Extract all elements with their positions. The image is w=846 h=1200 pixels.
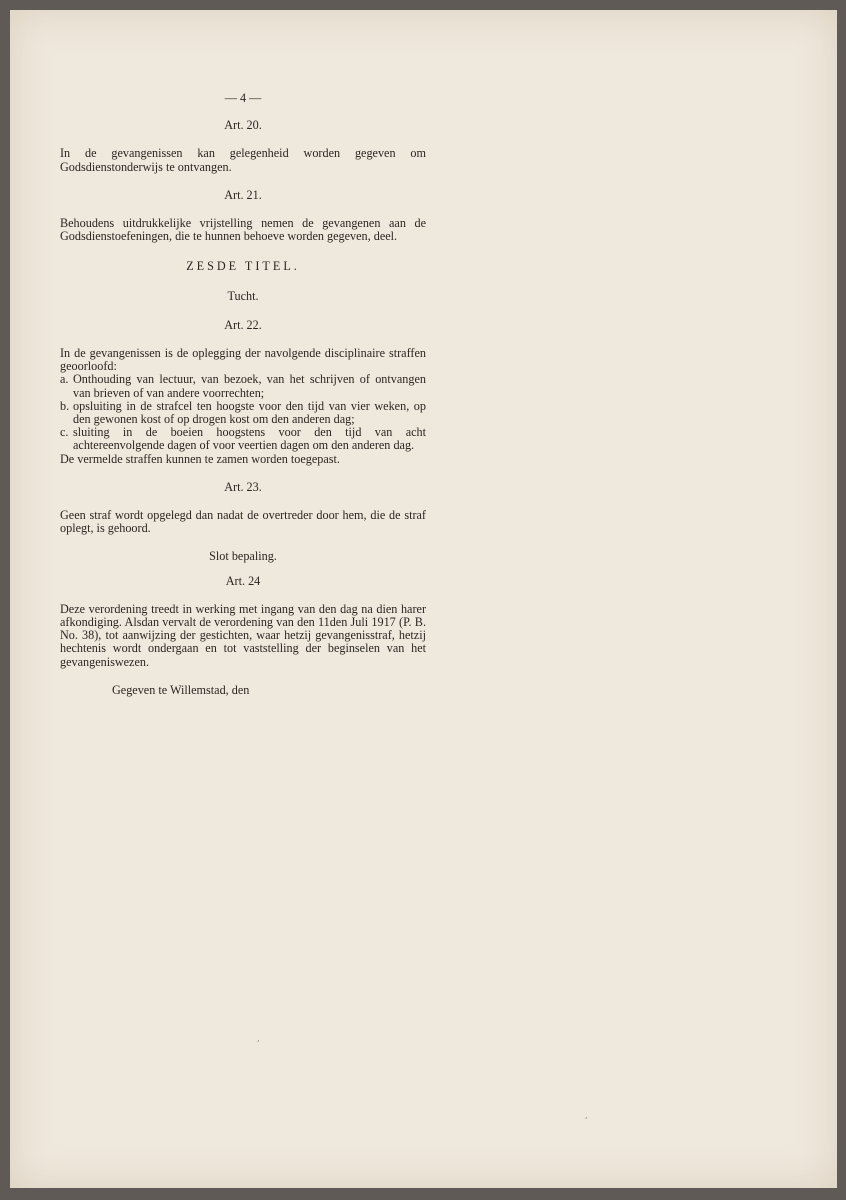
article-21-heading: Art. 21. bbox=[224, 187, 262, 202]
list-item-text: sluiting in de boeien hoogstens voor den tijd van acht achtereenvolgende dagen of voor veertien dagen om den anderen dag. bbox=[73, 425, 426, 453]
list-item bbox=[60, 373, 426, 399]
list-item-text: Onthouding van lectuur, van bezoek, van het schrijven of ontvangen van brieven of van andere voorrechten; bbox=[73, 372, 426, 400]
list-item-label: a. bbox=[60, 372, 69, 387]
list-item-text: opsluiting in de strafcel ten hoogste voor den tijd van vier weken, op den gewonen kost of op drogen kost om den anderen dag; bbox=[73, 398, 426, 427]
slot-heading: Slot bepaling. bbox=[209, 549, 277, 564]
list-item bbox=[60, 426, 426, 452]
article-23-heading: Art. 23. bbox=[224, 479, 262, 494]
document-page bbox=[10, 10, 837, 1188]
section-subtitle: Tucht. bbox=[227, 288, 259, 303]
article-24-text: Deze verordening treedt in werking met ingang van den dag na dien harer afkondiging. Alsdan vervalt de verordening van den 11den Juli 1917 (P. B. No. 38), tot aanwijzing der gestichten, waar hetzij gevangenisstraf, hetzij hechtenis wordt ondergaan en tot vaststelling der beginselen van het gevangeniswezen. bbox=[60, 601, 426, 669]
article-24-heading: Art. 24 bbox=[225, 573, 261, 588]
signature-line: Gegeven te Willemstad, den bbox=[112, 682, 250, 697]
paper-speck: , bbox=[257, 1034, 260, 1043]
paper-speck: , bbox=[585, 1111, 588, 1120]
article-22-heading: Art. 22. bbox=[224, 317, 262, 332]
article-20-text: In de gevangenissen kan gelegenheid worden gegeven om Godsdienstonderwijs te ontvangen. bbox=[60, 146, 426, 174]
list-item-label: c. bbox=[60, 425, 69, 440]
section-title: ZESDE TITEL. bbox=[186, 259, 300, 274]
article-23-text: Geen straf wordt opgelegd dan nadat de overtreder door hem, die de straf oplegt, is gehoord. bbox=[60, 508, 426, 536]
article-21-text: Behoudens uitdrukkelijke vrijstelling nemen de gevangenen aan de Godsdienstoefeningen, die te hunnen behoeve worden gegeven, deel. bbox=[60, 216, 426, 244]
list-item-label: b. bbox=[60, 398, 70, 413]
list-item bbox=[60, 400, 426, 426]
page-number: — 4 — bbox=[224, 91, 262, 105]
article-20-heading: Art. 20. bbox=[224, 118, 262, 133]
article-22-intro: In de gevangenissen is de oplegging der navolgende disciplinaire straffen geoorloofd: bbox=[60, 346, 426, 374]
document-body bbox=[60, 92, 426, 697]
article-22-closing: De vermelde straffen kunnen te zamen worden toegepast. bbox=[60, 451, 340, 466]
